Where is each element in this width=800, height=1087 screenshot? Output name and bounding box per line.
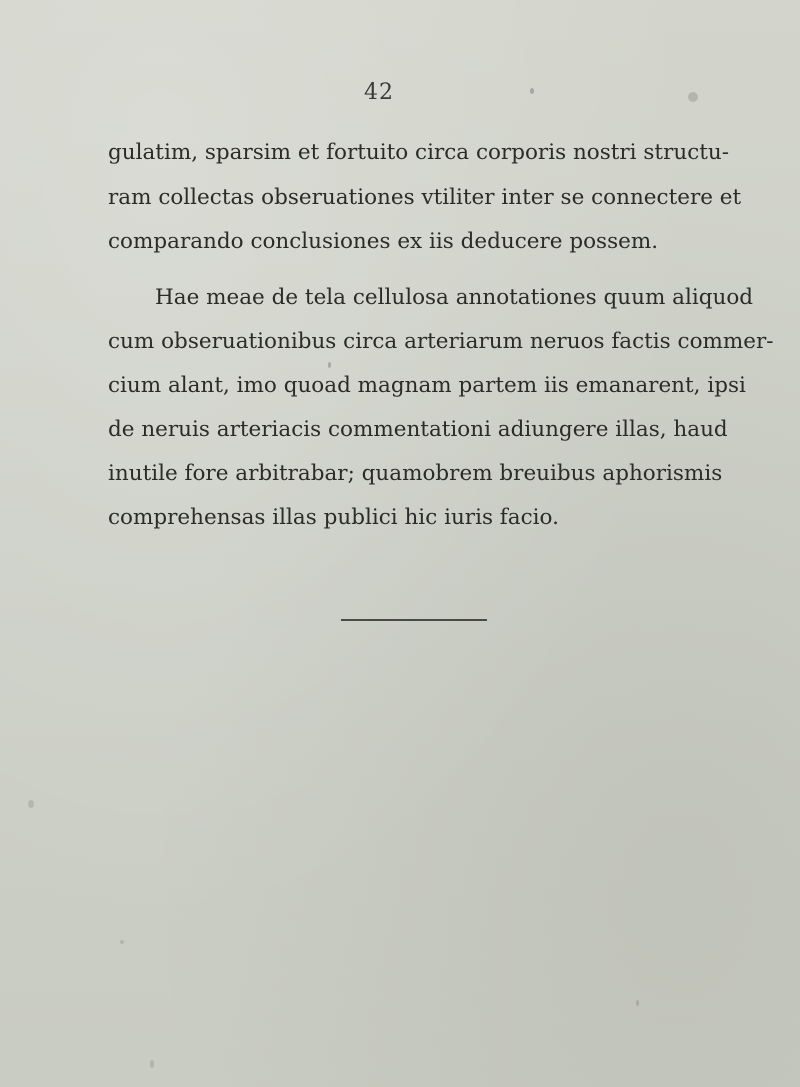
paper-speck (530, 88, 534, 94)
paper-speck (28, 800, 34, 808)
text-line: ram collectas obseruationes vtiliter inter se connectere et (108, 185, 742, 210)
section-divider (341, 619, 487, 621)
paper-speck (688, 92, 698, 102)
text-line: gulatim, sparsim et fortuito circa corporis nostri structu- (108, 140, 729, 165)
paper-speck (150, 1060, 154, 1068)
paper-speck (120, 940, 124, 944)
text-line: comparando conclusiones ex iis deducere possem. (108, 229, 659, 254)
text-line: cium alant, imo quoad magnam partem iis emanarent, ipsi (108, 373, 746, 398)
text-line: comprehensas illas publici hic iuris facio. (108, 505, 559, 530)
paper-speck (328, 362, 331, 368)
paper-speck (636, 1000, 639, 1006)
text-line: de neruis arteriacis commentationi adiungere illas, haud (108, 417, 728, 442)
page-number: 42 (364, 80, 394, 105)
text-line: cum obseruationibus circa arteriarum neruos factis commer- (108, 329, 774, 354)
text-line: inutile fore arbitrabar; quamobrem breuibus aphorismis (108, 461, 723, 486)
text-line: Hae meae de tela cellulosa annotationes quum aliquod (155, 285, 754, 310)
